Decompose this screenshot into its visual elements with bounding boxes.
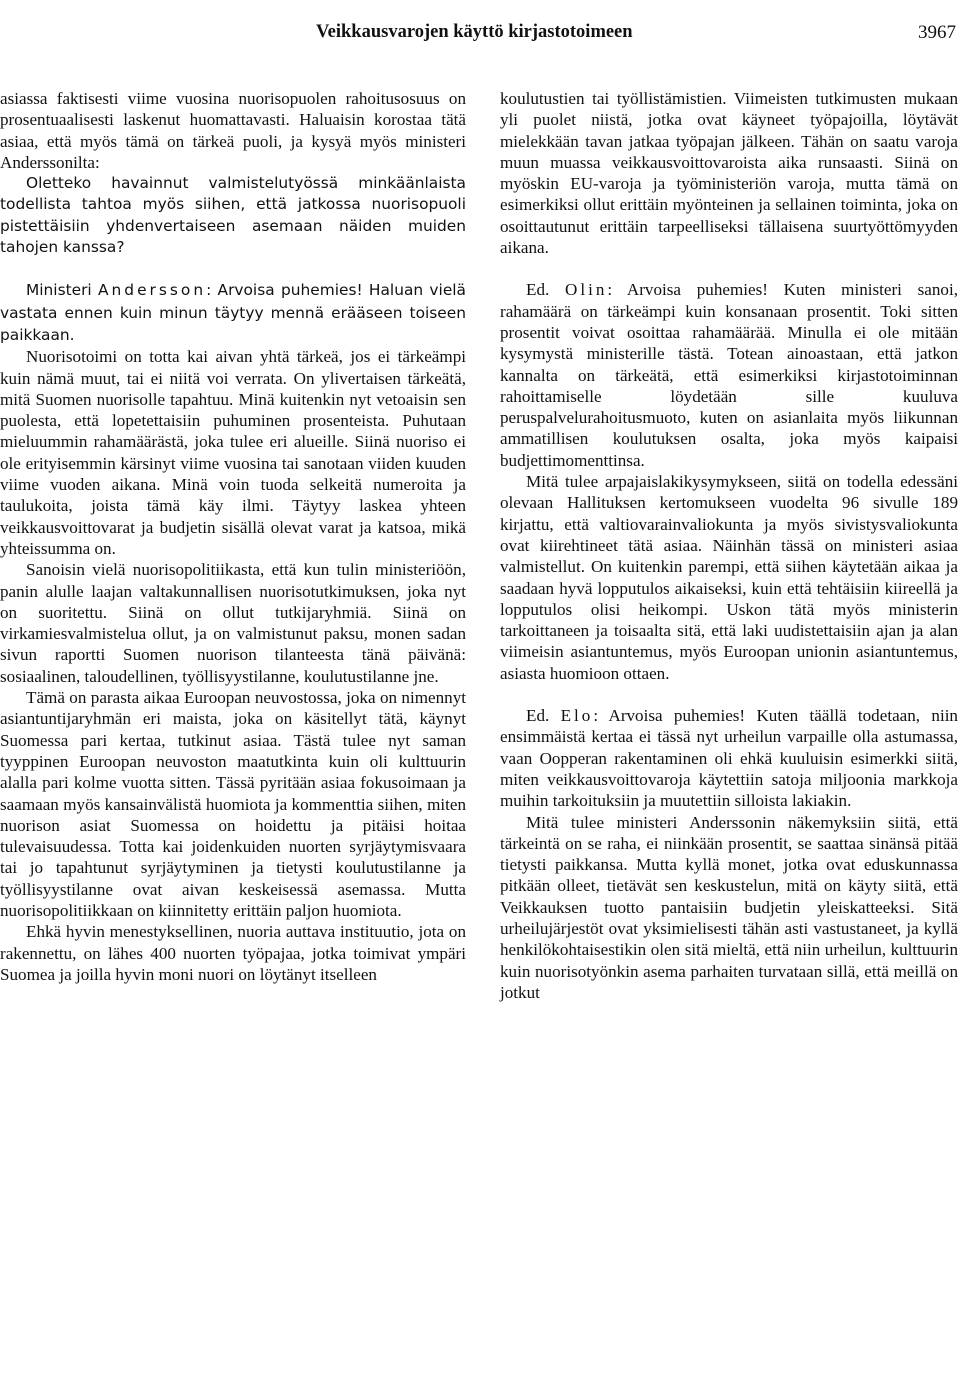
speaker-paragraph	[500, 279, 958, 471]
speaker-text: : Arvoisa puhemies! Kuten ministeri sanoi, rahamäärä on tärkeämpi kuin konsanaan prosentit. Toki sitten prosentit voivat osoittaa rahamäärää. Minulla ei ole mitään kysymystä ministerille tästä. Totean ainoastaan, että jatkon kannalta on tärkeätä, että esimerkiksi kirjastotoiminnan rahoittamiselle löydetään sille kuuluva peruspalvelurahoitusmuoto, kuten on asianlaita myös liikunnan ammatillisen koulutuksen osalta, joka myös kaipaisi budjettimomenttinsa.	[500, 280, 958, 470]
page-header	[0, 22, 960, 52]
speaker-prefix: Ed.	[526, 706, 561, 726]
paragraph: asiassa faktisesti viime vuosina nuorisopuolen rahoitusosuus on prosentuaalisesti laskenut huomattavasti. Haluaisin korostaa tätä asiaa, että myös tämä on tärkeä puoli, ja kysyä myös ministeri Anderssonilta:	[0, 89, 466, 172]
question-paragraph: Oletteko havainnut valmistelutyössä minkäänlaista todellista tahtoa myös siihen, että jatkossa nuorisopuoli pistettäisiin yhdenvertaiseen asemaan näiden muiden tahojen kanssa?	[0, 174, 466, 257]
paragraph: Nuorisotoimi on totta kai aivan yhtä tärkeä, jos ei tärkeämpi kuin nämä muut, tai ei niitä voi verrata. On ylivertaisen tärkeätä, mitä Suomen nuorisolle tapahtuu. Minä kuitenkin nyt vetoaisin sen puolesta, että lopetettaisiin puhuminen prosenteista. Puhutaan mieluummin rahamäärästä, joka tulee eri alueille. Siinä nuoriso ei ole erityisemmin kärsinyt viime vuosina tai sanotaan viiden kuuden viime vuoden aikana. Minä voin tuoda selkeitä numeroita ja taulukoita, joista tämä käy ilmi. Täytyy laskea yhteen veikkausvoittovarat ja budjetin sisällä olevat varat ja katsoa, mikä yhteissumma on.	[0, 347, 466, 558]
paragraph: Mitä tulee arpajaislakikysymykseen, siitä on todella edessäni olevaan Hallituksen kertomukseen vuodelta 96 sivulle 189 kirjattu, että valtiovarainvaliokunta ja myös sivistysvaliokunta ovat kiirehtineet tätä asiaa. Näinhän tässä on ministeri asiaa valmistellut. On kuitenkin parempi, että siihen käytetään aikaa ja saadaan hyvä lopputulos aikaiseksi, kuin että tehtäisiin kiireellä ja lopputulos olisi heikompi. Uskon tätä myös ministerin tarkoittaneen ja toisaalta sitä, että laki uudistettaisiin ajan ja alan viimeisin asiantuntemus, myös Euroopan unionin asiantuntemus, asiasta huomioon ottaen.	[500, 472, 958, 683]
speaker-text: : Arvoisa puhemies! Kuten täällä todetaan, niin ensimmäistä kertaa ei tässä nyt urheilun varpaille olla astumassa, vaan Oopperan rakentaminen oli ehkä kuuluisin esimerkki siitä, miten veikkausvoittovaroja käytettiin satoja miljoonia markkoja muihin tarkoituksiin ja muutettiin silloista lakiakin.	[500, 706, 958, 811]
paragraph: Ehkä hyvin menestyksellinen, nuoria auttava instituutio, jota on rakennettu, on lähes 400 nuorten työpajaa, jotka toimivat ympäri Suomea ja joilla hyvin moni nuori on löytänyt itselleen	[0, 922, 466, 984]
paragraph: koulutustien tai työllistämistien. Viimeisten tutkimusten mukaan yli puolet niistä, jotka ovat käyneet työpajoilla, löytävät mielekkään tavan jatkaa työpajan jälkeen. Tähän on saatu varoja muun muassa veikkausvoittovaroista aika runsaasti. Siinä on myöskin EU-varoja ja työministeriön varoja, mutta tämä on esimerkiksi ollut erittäin myönteinen ja sellainen toiminta, joka on osoittautunut erittäin tarpeelliseksi tällaisena suurtyöttömyyden aikana.	[500, 89, 958, 258]
speaker-paragraph	[500, 705, 958, 811]
speaker-prefix: Ed.	[526, 280, 565, 300]
page-number: 3967	[918, 22, 956, 43]
right-column	[500, 88, 958, 1003]
speaker-name: Elo	[560, 706, 594, 726]
running-title: Veikkausvarojen käyttö kirjastotoimeen	[316, 22, 633, 42]
speaker-name: Andersson	[98, 281, 207, 300]
paragraph: Mitä tulee ministeri Anderssonin näkemyksiin siitä, että tärkeintä on se raha, ei niinkään prosentit, se saattaa sinänsä pitää tietysti paikkansa. Mutta kyllä monet, jotka ovat eduskunnassa pitkään olleet, tietävät sen keskustelun, mitä on käyty siitä, että Veikkauksen tuotto pantaisiin budjetin yleiskatteeksi. Sitä urheilujärjestöt ovat yksimielisesti tähän asti vastustaneet, ja kyllä henkilökohtaisestikin olen sitä mieltä, että niin urheilun, kulttuurin kuin nuorisotyönkin asema parhaiten turvataan sillä, että meillä on jotkut	[500, 812, 958, 1002]
paragraph: Sanoisin vielä nuorisopolitiikasta, että kun tulin ministeriöön, panin alulle laajan valtakunnallisen nuorisotutkimuksen, joka nyt on suoritettu. Siinä on ollut tutkijaryhmiä. Siinä on virkamiesvalmistelua ollut, ja on valmistunut paksu, monen sadan sivun raportti Suomen nuorison tilanteesta tänä päivänä: sosiaalinen, taloudellinen, työllisyystilanne, koulutustilanne jne.	[0, 560, 466, 686]
paragraph: Tämä on parasta aikaa Euroopan neuvostossa, joka on nimennyt asiantuntijaryhmän eri maista, joka on käsitellyt tätä, käynyt Suomessa pari kertaa, tutkinut asiaa. Tästä tulee nyt saman tyyppinen Euroopan neuvoston maatutkinta kuin oli kulttuurin alalla pari kolme vuotta sitten. Tässä pyritään asiaa fokusoimaan ja saamaan myös kansainvälistä huomiota ja kommenttia siihen, miten nuorison asiat Suomessa on hoidettu ja pitäisi hoitaa tulevaisuudessa. Totta kai joidenkuiden nuorten syrjäytymisvaara tai jo tapahtunut syrjäytyminen ja tietysti koulutustilanne ja työllisyystilanne ovat aivan keskeisessä asemassa. Mutta nuorisopolitiikkaan on kiinnitetty erittäin paljon huomiota.	[0, 688, 466, 920]
speaker-paragraph	[0, 279, 466, 346]
left-column	[0, 88, 466, 985]
speaker-name: Olin	[564, 280, 608, 300]
speaker-text: : Arvoisa puhemies! Haluan vielä vastata ennen kuin minun täytyy mennä erääseen toiseen paikkaan.	[0, 281, 466, 344]
speaker-prefix: Ministeri	[26, 281, 99, 300]
